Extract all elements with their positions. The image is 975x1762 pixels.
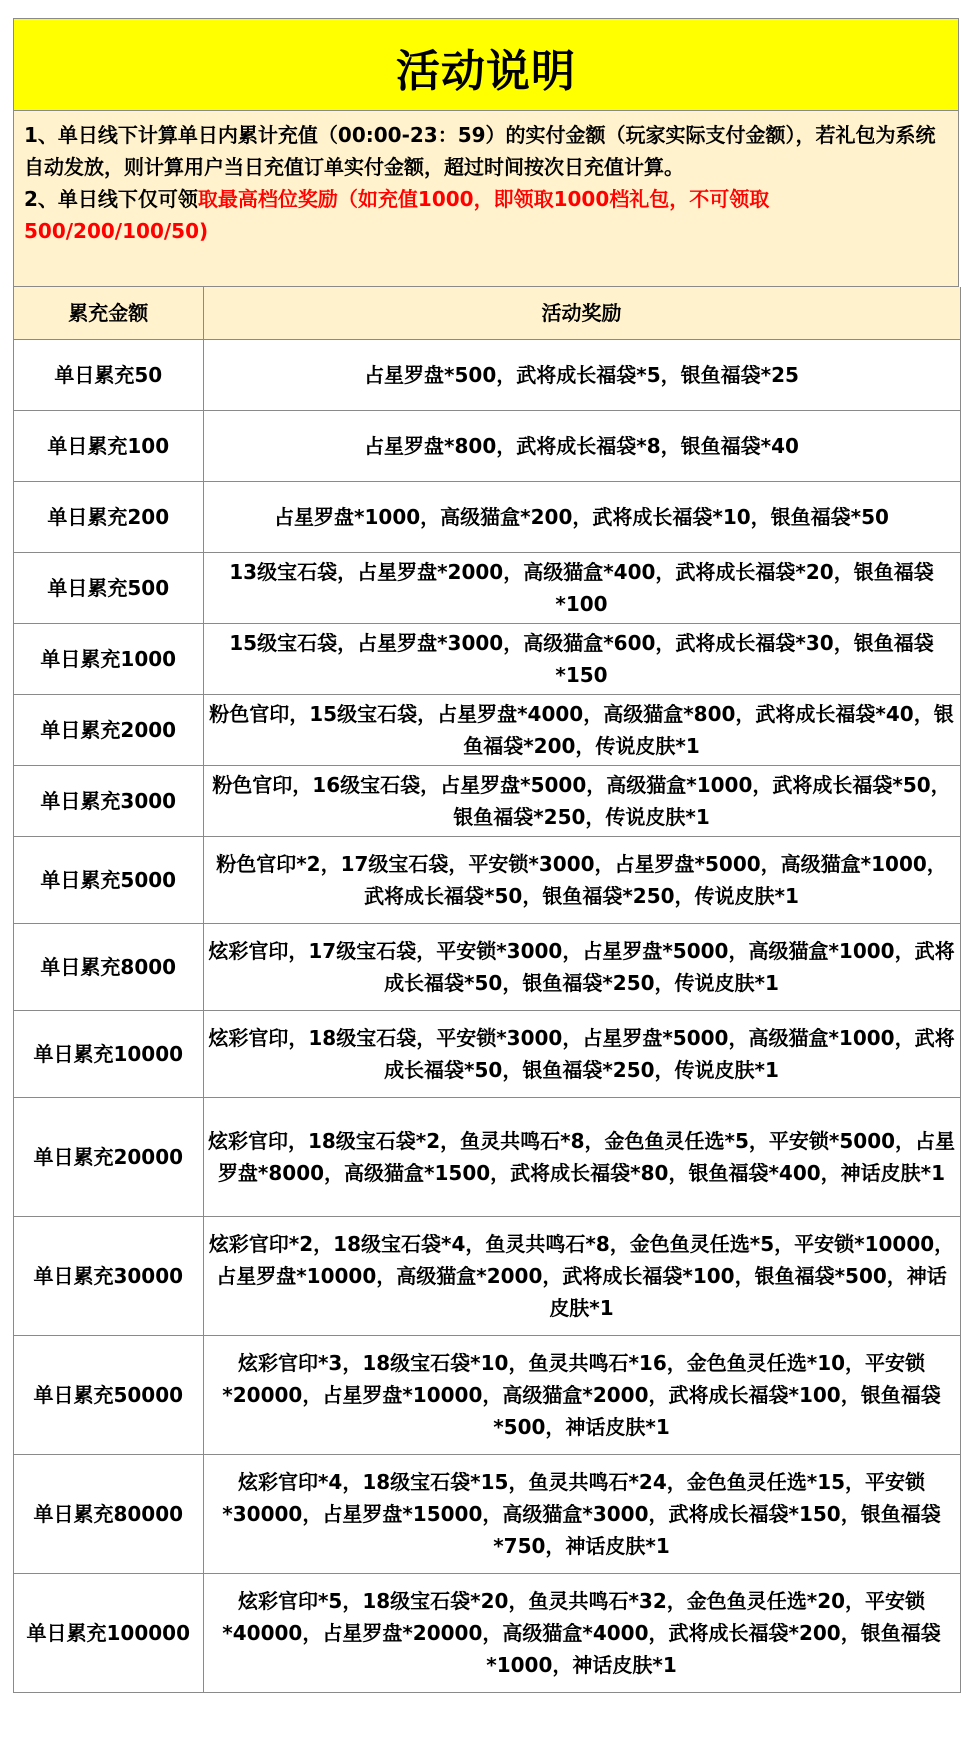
description-block: [14, 111, 959, 287]
table-row: [14, 623, 960, 694]
table-header-row: [14, 287, 960, 339]
description-line-1: 1、单日线下计算单日内累计充值（00:00-23：59）的实付金额（玩家实际支付金额），若礼包为系统自动发放，则计算用户当日充值订单实付金额，超过时间按次日充值计算。: [24, 123, 936, 179]
table-row: [14, 1097, 960, 1216]
tier-reward: 炫彩官印，18级宝石袋*2，鱼灵共鸣石*8，金色鱼灵任选*5，平安锁*5000，占星罗盘*8000，高级猫盒*1500，武将成长福袋*80，银鱼福袋*400，神话皮肤*1: [203, 1097, 960, 1216]
tier-reward: 炫彩官印*5，18级宝石袋*20，鱼灵共鸣石*32，金色鱼灵任选*20，平安锁*40000，占星罗盘*20000，高级猫盒*4000，武将成长福袋*200，银鱼福袋*1000，神话皮肤*1: [203, 1573, 960, 1692]
header-amount: 累充金额: [14, 287, 203, 339]
tier-reward: 炫彩官印*4，18级宝石袋*15，鱼灵共鸣石*24，金色鱼灵任选*15，平安锁*30000，占星罗盘*15000，高级猫盒*3000，武将成长福袋*150，银鱼福袋*750，神话皮肤*1: [203, 1454, 960, 1573]
table-row: [14, 1010, 960, 1097]
table-row: [14, 339, 960, 410]
table-row: [14, 481, 960, 552]
table-row: [14, 1573, 960, 1692]
table-row: [14, 694, 960, 765]
table-row: [14, 1454, 960, 1573]
tier-amount: 单日累充2000: [14, 694, 203, 765]
table-row: [14, 1216, 960, 1335]
tier-reward: 13级宝石袋，占星罗盘*2000，高级猫盒*400，武将成长福袋*20，银鱼福袋*100: [203, 552, 960, 623]
tier-reward: 炫彩官印，18级宝石袋，平安锁*3000，占星罗盘*5000，高级猫盒*1000，武将成长福袋*50，银鱼福袋*250，传说皮肤*1: [203, 1010, 960, 1097]
tier-amount: 单日累充5000: [14, 836, 203, 923]
tier-reward: 炫彩官印，17级宝石袋，平安锁*3000，占星罗盘*5000，高级猫盒*1000，武将成长福袋*50，银鱼福袋*250，传说皮肤*1: [203, 923, 960, 1010]
event-sheet: [13, 18, 959, 1693]
table-row: [14, 765, 960, 836]
tier-amount: 单日累充100000: [14, 1573, 203, 1692]
tier-reward: 粉色官印，15级宝石袋，占星罗盘*4000，高级猫盒*800，武将成长福袋*40，银鱼福袋*200，传说皮肤*1: [203, 694, 960, 765]
table-row: [14, 552, 960, 623]
tier-reward: 占星罗盘*500，武将成长福袋*5，银鱼福袋*25: [203, 339, 960, 410]
description-line-2-highlight: 取最高档位奖励（如充值1000，即领取1000档礼包，不可领取500/200/100/50): [24, 187, 770, 243]
tier-amount: 单日累充500: [14, 552, 203, 623]
tier-reward: 15级宝石袋，占星罗盘*3000，高级猫盒*600，武将成长福袋*30，银鱼福袋*150: [203, 623, 960, 694]
tier-amount: 单日累充200: [14, 481, 203, 552]
table-row: [14, 410, 960, 481]
header-reward: 活动奖励: [203, 287, 960, 339]
tier-reward: 占星罗盘*1000，高级猫盒*200，武将成长福袋*10，银鱼福袋*50: [203, 481, 960, 552]
title-bar: [14, 19, 959, 111]
tier-reward: 粉色官印*2，17级宝石袋，平安锁*3000，占星罗盘*5000，高级猫盒*1000，武将成长福袋*50，银鱼福袋*250，传说皮肤*1: [203, 836, 960, 923]
table-row: [14, 1335, 960, 1454]
tier-amount: 单日累充3000: [14, 765, 203, 836]
reward-table: [14, 287, 961, 1693]
tier-reward: 炫彩官印*3，18级宝石袋*10，鱼灵共鸣石*16，金色鱼灵任选*10，平安锁*20000，占星罗盘*10000，高级猫盒*2000，武将成长福袋*100，银鱼福袋*500，神话皮肤*1: [203, 1335, 960, 1454]
description-line-2: [24, 183, 948, 247]
tier-amount: 单日累充50: [14, 339, 203, 410]
table-row: [14, 836, 960, 923]
page-title: 活动说明: [396, 45, 576, 97]
tier-amount: 单日累充50000: [14, 1335, 203, 1454]
tier-amount: 单日累充20000: [14, 1097, 203, 1216]
tier-reward: 炫彩官印*2，18级宝石袋*4，鱼灵共鸣石*8，金色鱼灵任选*5，平安锁*10000，占星罗盘*10000，高级猫盒*2000，武将成长福袋*100，银鱼福袋*500，神话皮肤*1: [203, 1216, 960, 1335]
tier-amount: 单日累充100: [14, 410, 203, 481]
tier-amount: 单日累充1000: [14, 623, 203, 694]
tier-reward: 粉色官印，16级宝石袋，占星罗盘*5000，高级猫盒*1000，武将成长福袋*50，银鱼福袋*250，传说皮肤*1: [203, 765, 960, 836]
table-row: [14, 923, 960, 1010]
tier-amount: 单日累充10000: [14, 1010, 203, 1097]
tier-amount: 单日累充30000: [14, 1216, 203, 1335]
tier-amount: 单日累充80000: [14, 1454, 203, 1573]
tier-reward: 占星罗盘*800，武将成长福袋*8，银鱼福袋*40: [203, 410, 960, 481]
tier-amount: 单日累充8000: [14, 923, 203, 1010]
description-line-2-plain: 2、单日线下仅可领: [24, 187, 198, 211]
